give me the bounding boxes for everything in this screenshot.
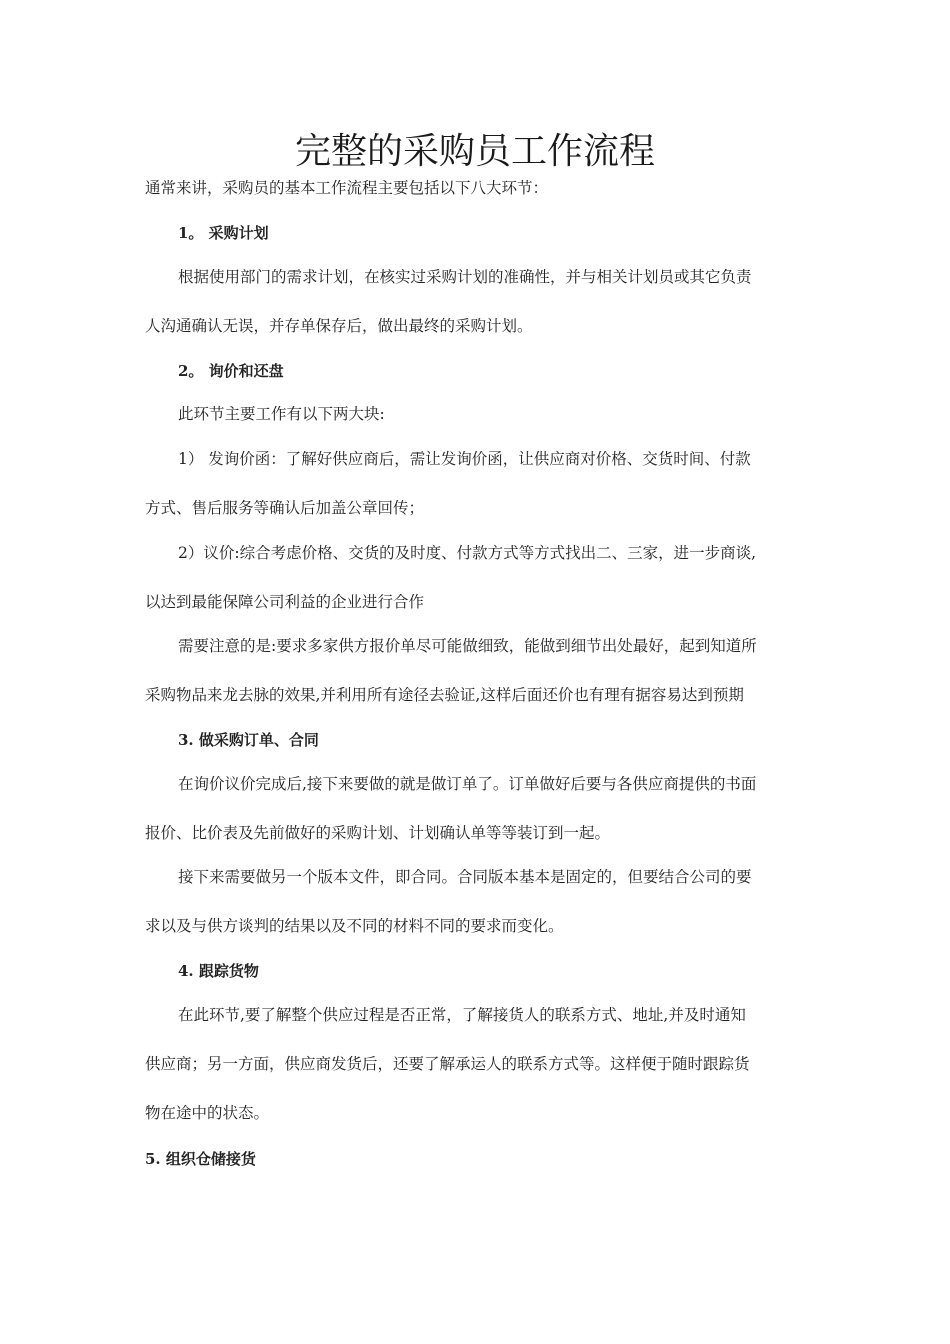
section-3-heading: 3. 做采购订单、合同 <box>178 731 319 749</box>
section-2-heading: 2。 询价和还盘 <box>178 362 284 380</box>
section-2-paragraph-line: 此环节主要工作有以下两大块: <box>178 405 385 423</box>
section-4-paragraph-line: 在此环节,要了解整个供应过程是否正常，了解接货人的联系方式、地址,并及时通知 <box>178 1006 746 1024</box>
section-2-paragraph-line: 1） 发询价函：了解好供应商后，需让发询价函，让供应商对价格、交货时间、付款 <box>178 450 751 468</box>
section-2-paragraph-line: 需要注意的是:要求多家供方报价单尽可能做细致，能做到细节出处最好，起到知道所 <box>178 637 757 655</box>
section-4-heading: 4. 跟踪货物 <box>178 962 259 980</box>
section-2-paragraph-line: 采购物品来龙去脉的效果,并利用所有途径去验证,这样后面还价也有理有据容易达到预期 <box>145 686 744 704</box>
section-5-heading: 5. 组织仓储接货 <box>145 1150 256 1168</box>
section-4-paragraph-line: 供应商；另一方面，供应商发货后，还要了解承运人的联系方式等。这样便于随时跟踪货 <box>145 1055 750 1073</box>
section-3-paragraph-line: 报价、比价表及先前做好的采购计划、计划确认单等等装订到一起。 <box>145 824 611 842</box>
section-1-paragraph-line: 人沟通确认无误，并存单保存后，做出最终的采购计划。 <box>145 317 533 335</box>
section-2-paragraph-line: 方式、售后服务等确认后加盖公章回传； <box>145 499 425 517</box>
section-1-heading: 1。 采购计划 <box>178 224 269 242</box>
section-2-paragraph-line: 2）议价:综合考虑价格、交货的及时度、付款方式等方式找出二、三家，进一步商谈, <box>178 544 757 562</box>
section-3-paragraph-line: 接下来需要做另一个版本文件，即合同。合同版本基本是固定的，但要结合公司的要 <box>178 868 752 886</box>
section-1-paragraph-line: 根据使用部门的需求计划，在核实过采购计划的准确性，并与相关计划员或其它负责 <box>178 268 752 286</box>
section-3-paragraph-line: 求以及与供方谈判的结果以及不同的材料不同的要求而变化。 <box>145 917 564 935</box>
section-3-paragraph-line: 在询价议价完成后,接下来要做的就是做订单了。订单做好后要与各供应商提供的书面 <box>178 775 757 793</box>
intro-text: 通常来讲，采购员的基本工作流程主要包括以下八大环节： <box>145 179 549 197</box>
section-4-paragraph-line: 物在途中的状态。 <box>145 1104 270 1122</box>
section-2-paragraph-line: 以达到最能保障公司利益的企业进行合作 <box>145 593 425 611</box>
document-title: 完整的采购员工作流程 <box>294 131 655 172</box>
